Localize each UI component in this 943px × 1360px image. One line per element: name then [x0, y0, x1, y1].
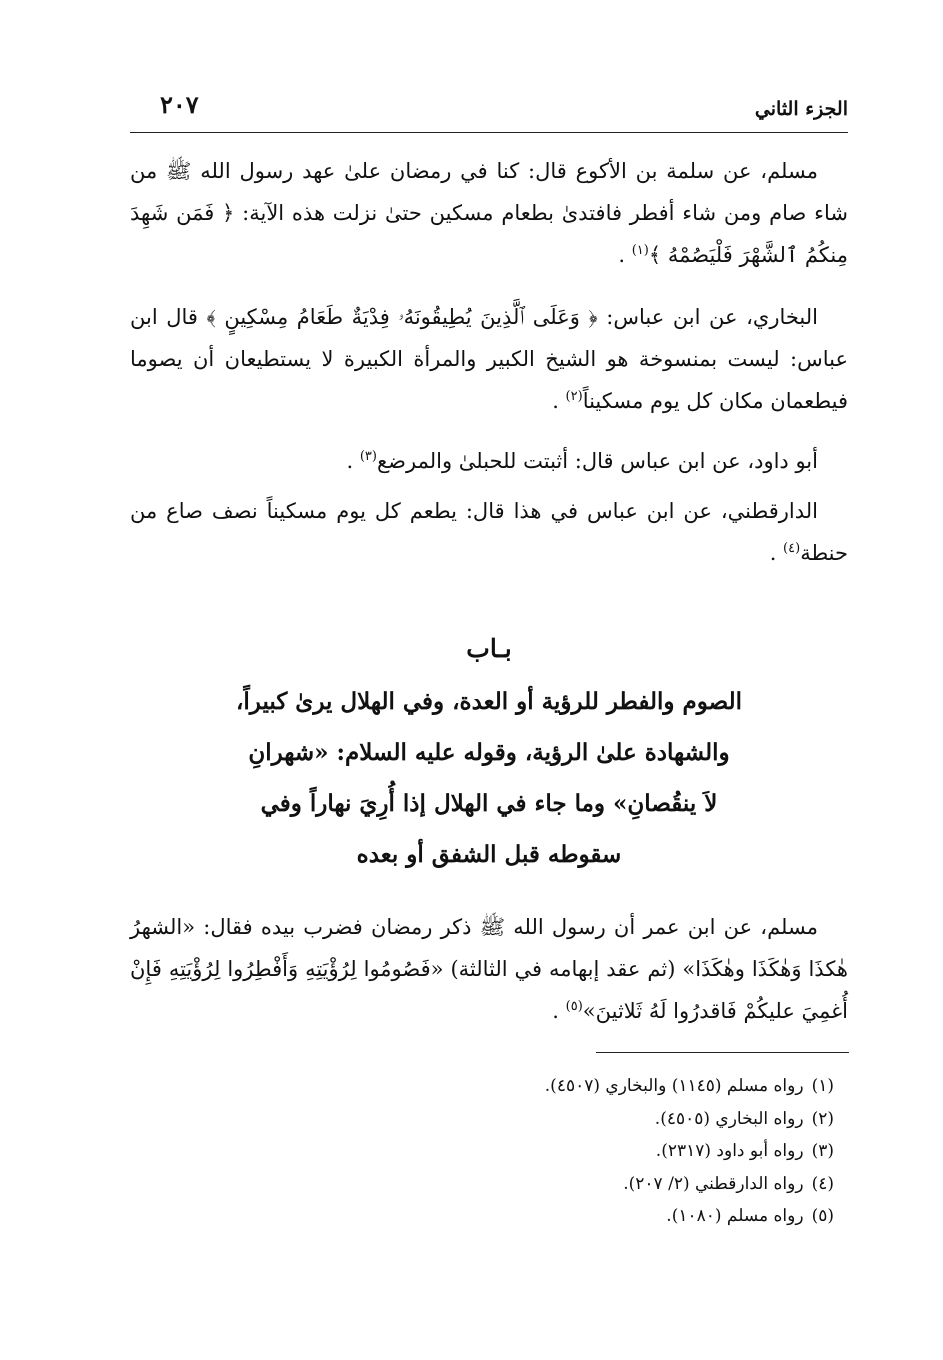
chapter-title-line: لاَ ينقُصانِ» وما جاء في الهلال إذا أُرِيَ نهاراً وفي	[260, 790, 718, 817]
running-header	[130, 84, 848, 133]
footnote-number: (٥)	[811, 1206, 834, 1226]
footnote-number: (٣)	[811, 1141, 834, 1161]
hadith-text	[130, 440, 848, 482]
paragraph-1	[130, 150, 848, 276]
page-number: ٢٠٧	[160, 90, 199, 119]
hadith-text	[130, 150, 848, 276]
paragraph-text: أبو داود، عن ابن عباس قال: أثبتت للحبلىٰ والمرضع	[376, 449, 818, 473]
chapter-title-line: والشهادة علىٰ الرؤية، وقوله عليه السلام: «شهرانِ	[248, 739, 730, 766]
paragraph-2	[130, 296, 848, 422]
footnote-ref: (٤)	[783, 541, 801, 556]
part-title: الجزء الثاني	[754, 98, 848, 120]
footnote-divider	[596, 1052, 849, 1053]
chapter-title	[180, 676, 798, 880]
footnote-ref: (٢)	[565, 389, 583, 404]
chapter-kicker: بـاب	[466, 634, 512, 663]
sentence-end: .	[552, 389, 566, 413]
paragraph-4	[130, 490, 848, 574]
hadith-text	[130, 906, 848, 1032]
footnote-ref: (٥)	[565, 999, 583, 1014]
footnote-item	[130, 1135, 848, 1168]
sentence-end: .	[552, 999, 566, 1023]
footnote-number: (٢)	[811, 1108, 834, 1129]
paragraph-text: الدارقطني، عن ابن عباس في هذا قال: يطعم كل يوم مسكيناً نصف صاع من حنطة	[130, 499, 848, 565]
footnote-number: (٤)	[811, 1173, 834, 1194]
hadith-text	[130, 296, 848, 422]
paragraph-text: مسلم، عن ابن عمر أن رسول الله ﷺ ذكر رمضان فضرب بيده فقال: «الشهرُ هٰكذَا وَهٰكَذَا وهٰكَذَا» (ثم عقد إبهامه في الثالثة) «فَصُومُوا لِرُؤْيَتِهِ وَأَفْطِرُوا لِرُؤْيَتِهِ فَإِنْ أُغمِيَ عليكُمْ فَاقدرُوا لَهُ ثَلاثينَ»	[130, 915, 848, 1023]
footnote-item	[130, 1200, 848, 1233]
sentence-end: .	[346, 449, 360, 473]
footnote-text: رواه أبو داود (٢٣١٧).	[655, 1141, 804, 1161]
footnotes	[130, 1070, 848, 1233]
footnote-text: رواه الدارقطني (٢/ ٢٠٧).	[623, 1173, 804, 1194]
footnote-ref: (٣)	[359, 449, 377, 464]
footnote-ref: (١)	[631, 243, 649, 258]
hadith-text	[130, 490, 848, 574]
paragraph-text: البخاري، عن ابن عباس: ﴿ وَعَلَى ٱلَّذِينَ يُطِيقُونَهُۥ فِدْيَةٌ طَعَامُ مِسْكِينٍ ﴾ قال ابن عباس: ليست بمنسوخة هو الشيخ الكبير والمرأة الكبيرة لا يستطيعان أن يصوما فيطعمان مكان كل يوم مسكيناً	[130, 305, 848, 413]
footnote-number: (١)	[811, 1076, 834, 1096]
sentence-end: .	[618, 243, 632, 267]
sentence-end: .	[769, 541, 784, 565]
footnote-item	[130, 1070, 848, 1103]
paragraph-text: مسلم، عن سلمة بن الأكوع قال: كنا في رمضان علىٰ عهد رسول الله ﷺ من شاء صام ومن شاء أفطر فافتدىٰ بطعام مسكين حتىٰ نزلت هذه الآية: ﴿ فَمَن شَهِدَ مِنكُمُ ٱلشَّهْرَ فَلْيَصُمْهُ ﴾	[130, 159, 848, 267]
footnote-item	[130, 1168, 848, 1201]
footnote-text: رواه مسلم (١٠٨٠).	[666, 1206, 804, 1226]
footnote-text: رواه مسلم (١١٤٥) والبخاري (٤٥٠٧).	[544, 1076, 804, 1096]
chapter-title-line: سقوطه قبل الشفق أو بعده	[356, 841, 622, 868]
paragraph-3	[130, 440, 848, 482]
footnote-item	[130, 1103, 848, 1136]
chapter-title-line: الصوم والفطر للرؤية أو العدة، وفي الهلال يرىٰ كبيراً،	[235, 688, 743, 715]
footnote-text: رواه البخاري (٤٥٠٥).	[654, 1108, 804, 1129]
chapter-paragraph	[130, 906, 848, 1032]
